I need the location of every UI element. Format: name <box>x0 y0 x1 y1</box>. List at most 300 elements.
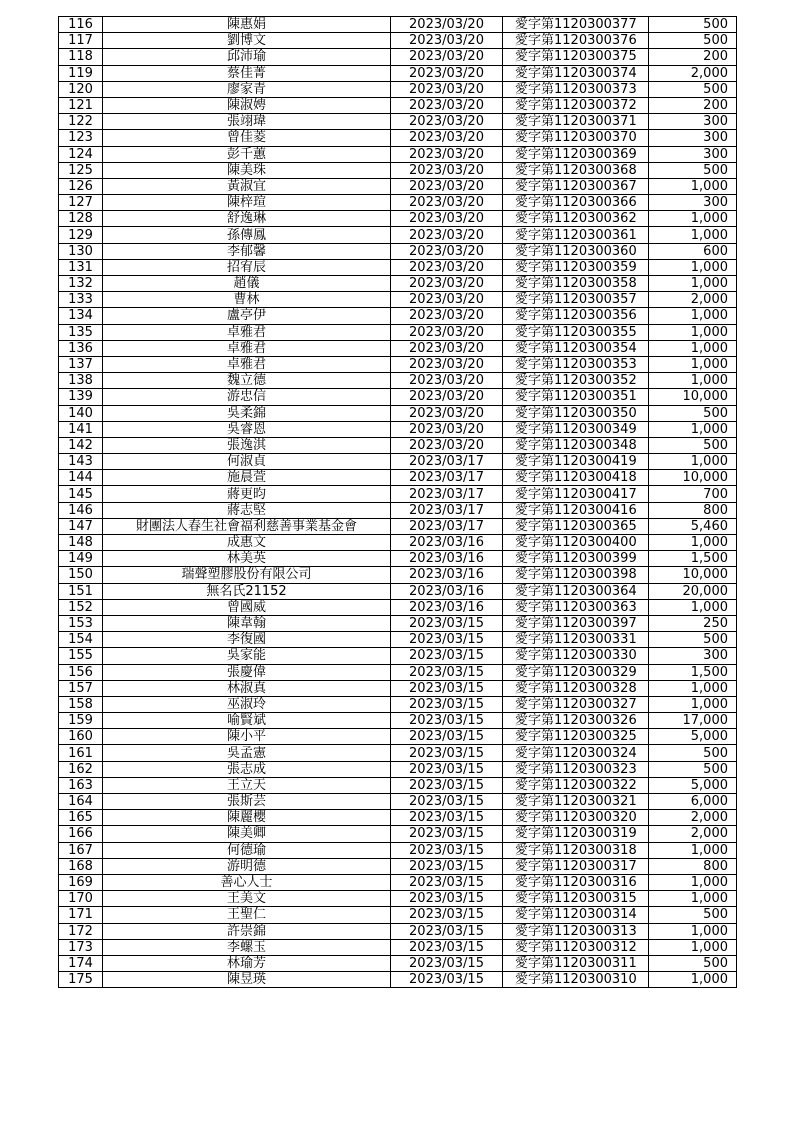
table-row <box>59 146 737 162</box>
table-row <box>59 567 737 583</box>
receipt-number: 愛字第1120300377 <box>503 17 649 33</box>
donation-date: 2023/03/20 <box>391 114 503 130</box>
table-row <box>59 340 737 356</box>
row-number: 139 <box>59 389 103 405</box>
donation-amount: 1,000 <box>649 227 737 243</box>
donation-date: 2023/03/15 <box>391 615 503 631</box>
donor-name: 黃淑宜 <box>103 178 391 194</box>
donor-name: 成惠文 <box>103 535 391 551</box>
donation-date: 2023/03/15 <box>391 891 503 907</box>
donation-amount: 1,000 <box>649 259 737 275</box>
table-row <box>59 632 737 648</box>
receipt-number: 愛字第1120300400 <box>503 535 649 551</box>
row-number: 165 <box>59 810 103 826</box>
donation-date: 2023/03/20 <box>391 178 503 194</box>
donor-name: 陳惠娟 <box>103 17 391 33</box>
donor-name: 喻賢斌 <box>103 713 391 729</box>
table-row <box>59 470 737 486</box>
receipt-number: 愛字第1120300327 <box>503 696 649 712</box>
donation-amount: 500 <box>649 632 737 648</box>
receipt-number: 愛字第1120300358 <box>503 276 649 292</box>
donation-date: 2023/03/20 <box>391 308 503 324</box>
donation-date: 2023/03/20 <box>391 421 503 437</box>
row-number: 147 <box>59 518 103 534</box>
donation-date: 2023/03/20 <box>391 324 503 340</box>
donation-amount: 1,000 <box>649 923 737 939</box>
table-row <box>59 33 737 49</box>
row-number: 117 <box>59 33 103 49</box>
table-row <box>59 648 737 664</box>
row-number: 143 <box>59 454 103 470</box>
donation-amount: 6,000 <box>649 794 737 810</box>
receipt-number: 愛字第1120300362 <box>503 211 649 227</box>
donation-date: 2023/03/20 <box>391 259 503 275</box>
donor-name: 李郁馨 <box>103 243 391 259</box>
receipt-number: 愛字第1120300363 <box>503 599 649 615</box>
receipt-number: 愛字第1120300419 <box>503 454 649 470</box>
donation-date: 2023/03/20 <box>391 130 503 146</box>
row-number: 152 <box>59 599 103 615</box>
donation-amount: 500 <box>649 405 737 421</box>
donor-name: 吳柔錦 <box>103 405 391 421</box>
donation-amount: 1,000 <box>649 454 737 470</box>
donor-name: 李螺玉 <box>103 939 391 955</box>
donor-name: 曹林 <box>103 292 391 308</box>
row-number: 141 <box>59 421 103 437</box>
donor-name: 卓雅君 <box>103 324 391 340</box>
donor-name: 陳淑娉 <box>103 97 391 113</box>
donor-name: 招宥辰 <box>103 259 391 275</box>
donor-name: 瑞聲塑膠股份有限公司 <box>103 567 391 583</box>
row-number: 148 <box>59 535 103 551</box>
donation-amount: 1,500 <box>649 664 737 680</box>
table-row <box>59 761 737 777</box>
donation-amount: 2,000 <box>649 292 737 308</box>
table-row <box>59 17 737 33</box>
receipt-number: 愛字第1120300366 <box>503 195 649 211</box>
row-number: 169 <box>59 874 103 890</box>
donor-name: 陳梓瑄 <box>103 195 391 211</box>
donation-amount: 300 <box>649 114 737 130</box>
donation-amount: 1,000 <box>649 696 737 712</box>
row-number: 162 <box>59 761 103 777</box>
donation-amount: 1,000 <box>649 178 737 194</box>
row-number: 119 <box>59 65 103 81</box>
row-number: 145 <box>59 486 103 502</box>
donor-name: 王聖仁 <box>103 907 391 923</box>
row-number: 154 <box>59 632 103 648</box>
donation-date: 2023/03/17 <box>391 502 503 518</box>
table-row <box>59 518 737 534</box>
donation-date: 2023/03/16 <box>391 583 503 599</box>
donor-name: 張志成 <box>103 761 391 777</box>
donation-date: 2023/03/15 <box>391 745 503 761</box>
row-number: 120 <box>59 81 103 97</box>
donation-date: 2023/03/20 <box>391 146 503 162</box>
row-number: 133 <box>59 292 103 308</box>
row-number: 136 <box>59 340 103 356</box>
donor-name: 吳家能 <box>103 648 391 664</box>
row-number: 134 <box>59 308 103 324</box>
row-number: 164 <box>59 794 103 810</box>
row-number: 163 <box>59 777 103 793</box>
donation-date: 2023/03/15 <box>391 955 503 971</box>
row-number: 131 <box>59 259 103 275</box>
donation-date: 2023/03/20 <box>391 195 503 211</box>
donor-name: 吳孟憲 <box>103 745 391 761</box>
donation-amount: 1,000 <box>649 680 737 696</box>
receipt-number: 愛字第1120300348 <box>503 437 649 453</box>
donation-amount: 300 <box>649 130 737 146</box>
table-row <box>59 696 737 712</box>
row-number: 118 <box>59 49 103 65</box>
donor-name: 林美英 <box>103 551 391 567</box>
donation-amount: 1,000 <box>649 356 737 372</box>
donation-date: 2023/03/15 <box>391 794 503 810</box>
table-row <box>59 680 737 696</box>
receipt-number: 愛字第1120300353 <box>503 356 649 372</box>
row-number: 156 <box>59 664 103 680</box>
receipt-number: 愛字第1120300311 <box>503 955 649 971</box>
table-row <box>59 97 737 113</box>
row-number: 166 <box>59 826 103 842</box>
table-row <box>59 324 737 340</box>
donation-amount: 250 <box>649 615 737 631</box>
donation-date: 2023/03/15 <box>391 664 503 680</box>
donor-name: 魏立德 <box>103 373 391 389</box>
row-number: 125 <box>59 162 103 178</box>
table-row <box>59 972 737 988</box>
table-row <box>59 615 737 631</box>
receipt-number: 愛字第1120300397 <box>503 615 649 631</box>
donation-amount: 1,000 <box>649 891 737 907</box>
donation-date: 2023/03/16 <box>391 535 503 551</box>
donor-name: 巫淑玲 <box>103 696 391 712</box>
donor-name: 何淑貞 <box>103 454 391 470</box>
donation-date: 2023/03/15 <box>391 696 503 712</box>
row-number: 155 <box>59 648 103 664</box>
donor-name: 游忠信 <box>103 389 391 405</box>
receipt-number: 愛字第1120300367 <box>503 178 649 194</box>
receipt-number: 愛字第1120300364 <box>503 583 649 599</box>
donation-amount: 500 <box>649 955 737 971</box>
receipt-number: 愛字第1120300355 <box>503 324 649 340</box>
donor-name: 施晨萱 <box>103 470 391 486</box>
table-row <box>59 405 737 421</box>
donation-date: 2023/03/15 <box>391 858 503 874</box>
donation-amount: 1,000 <box>649 308 737 324</box>
donation-date: 2023/03/15 <box>391 972 503 988</box>
donation-date: 2023/03/20 <box>391 389 503 405</box>
row-number: 135 <box>59 324 103 340</box>
donation-date: 2023/03/20 <box>391 356 503 372</box>
receipt-number: 愛字第1120300399 <box>503 551 649 567</box>
donation-amount: 500 <box>649 761 737 777</box>
table-row <box>59 713 737 729</box>
donation-date: 2023/03/15 <box>391 761 503 777</box>
donation-amount: 10,000 <box>649 470 737 486</box>
row-number: 170 <box>59 891 103 907</box>
row-number: 132 <box>59 276 103 292</box>
table-row <box>59 114 737 130</box>
receipt-number: 愛字第1120300319 <box>503 826 649 842</box>
donor-name: 陳小平 <box>103 729 391 745</box>
receipt-number: 愛字第1120300357 <box>503 292 649 308</box>
donation-date: 2023/03/15 <box>391 907 503 923</box>
donation-date: 2023/03/15 <box>391 939 503 955</box>
donor-name: 張慶偉 <box>103 664 391 680</box>
receipt-number: 愛字第1120300315 <box>503 891 649 907</box>
row-number: 142 <box>59 437 103 453</box>
receipt-number: 愛字第1120300321 <box>503 794 649 810</box>
receipt-number: 愛字第1120300318 <box>503 842 649 858</box>
donation-amount: 300 <box>649 146 737 162</box>
donation-amount: 500 <box>649 17 737 33</box>
donor-name: 張逸淇 <box>103 437 391 453</box>
row-number: 127 <box>59 195 103 211</box>
row-number: 174 <box>59 955 103 971</box>
donation-date: 2023/03/16 <box>391 551 503 567</box>
table-row <box>59 891 737 907</box>
receipt-number: 愛字第1120300326 <box>503 713 649 729</box>
donor-name: 彭千蕙 <box>103 146 391 162</box>
table-row <box>59 826 737 842</box>
donor-name: 卓雅君 <box>103 356 391 372</box>
donor-name: 王立天 <box>103 777 391 793</box>
receipt-number: 愛字第1120300360 <box>503 243 649 259</box>
donation-date: 2023/03/15 <box>391 729 503 745</box>
donation-date: 2023/03/15 <box>391 874 503 890</box>
donation-date: 2023/03/15 <box>391 810 503 826</box>
donation-date: 2023/03/15 <box>391 632 503 648</box>
donor-name: 財團法人春生社會福利慈善事業基金會 <box>103 518 391 534</box>
table-row <box>59 729 737 745</box>
donation-date: 2023/03/17 <box>391 470 503 486</box>
donation-amount: 200 <box>649 49 737 65</box>
table-row <box>59 227 737 243</box>
donor-name: 王美文 <box>103 891 391 907</box>
donor-name: 許崇錦 <box>103 923 391 939</box>
donation-date: 2023/03/15 <box>391 826 503 842</box>
table-row <box>59 874 737 890</box>
row-number: 168 <box>59 858 103 874</box>
receipt-number: 愛字第1120300349 <box>503 421 649 437</box>
row-number: 122 <box>59 114 103 130</box>
donation-amount: 1,000 <box>649 599 737 615</box>
donation-date: 2023/03/15 <box>391 923 503 939</box>
row-number: 144 <box>59 470 103 486</box>
donation-amount: 200 <box>649 97 737 113</box>
donation-date: 2023/03/20 <box>391 81 503 97</box>
donation-date: 2023/03/20 <box>391 373 503 389</box>
row-number: 140 <box>59 405 103 421</box>
receipt-number: 愛字第1120300313 <box>503 923 649 939</box>
donation-amount: 1,000 <box>649 211 737 227</box>
donor-name: 李復國 <box>103 632 391 648</box>
table-row <box>59 65 737 81</box>
donor-name: 何德瑜 <box>103 842 391 858</box>
receipt-number: 愛字第1120300372 <box>503 97 649 113</box>
donation-date: 2023/03/17 <box>391 486 503 502</box>
donation-amount: 1,000 <box>649 939 737 955</box>
row-number: 151 <box>59 583 103 599</box>
donation-date: 2023/03/15 <box>391 680 503 696</box>
receipt-number: 愛字第1120300368 <box>503 162 649 178</box>
row-number: 138 <box>59 373 103 389</box>
receipt-number: 愛字第1120300331 <box>503 632 649 648</box>
receipt-number: 愛字第1120300376 <box>503 33 649 49</box>
table-row <box>59 535 737 551</box>
row-number: 159 <box>59 713 103 729</box>
row-number: 150 <box>59 567 103 583</box>
donor-name: 邱沛瑜 <box>103 49 391 65</box>
table-row <box>59 486 737 502</box>
donation-amount: 1,000 <box>649 373 737 389</box>
receipt-number: 愛字第1120300330 <box>503 648 649 664</box>
row-number: 128 <box>59 211 103 227</box>
row-number: 160 <box>59 729 103 745</box>
row-number: 172 <box>59 923 103 939</box>
table-row <box>59 599 737 615</box>
row-number: 130 <box>59 243 103 259</box>
table-row <box>59 858 737 874</box>
receipt-number: 愛字第1120300398 <box>503 567 649 583</box>
donation-amount: 1,000 <box>649 535 737 551</box>
row-number: 158 <box>59 696 103 712</box>
donation-amount: 17,000 <box>649 713 737 729</box>
table-row <box>59 178 737 194</box>
row-number: 161 <box>59 745 103 761</box>
table-row <box>59 195 737 211</box>
table-row <box>59 583 737 599</box>
donor-name: 張斯芸 <box>103 794 391 810</box>
donation-date: 2023/03/20 <box>391 162 503 178</box>
table-row <box>59 664 737 680</box>
donation-amount: 5,000 <box>649 777 737 793</box>
receipt-number: 愛字第1120300322 <box>503 777 649 793</box>
donor-name: 蔣更昀 <box>103 486 391 502</box>
receipt-number: 愛字第1120300329 <box>503 664 649 680</box>
table-row <box>59 292 737 308</box>
donation-date: 2023/03/20 <box>391 97 503 113</box>
donation-amount: 2,000 <box>649 810 737 826</box>
donation-amount: 1,000 <box>649 421 737 437</box>
donation-date: 2023/03/16 <box>391 599 503 615</box>
table-row <box>59 259 737 275</box>
donor-name: 曾國威 <box>103 599 391 615</box>
donor-name: 無名氏21152 <box>103 583 391 599</box>
receipt-number: 愛字第1120300312 <box>503 939 649 955</box>
receipt-number: 愛字第1120300325 <box>503 729 649 745</box>
receipt-number: 愛字第1120300374 <box>503 65 649 81</box>
row-number: 157 <box>59 680 103 696</box>
donor-name: 趙儀 <box>103 276 391 292</box>
donation-date: 2023/03/20 <box>391 437 503 453</box>
donation-amount: 2,000 <box>649 65 737 81</box>
table-row <box>59 955 737 971</box>
table-row <box>59 162 737 178</box>
table-row <box>59 551 737 567</box>
receipt-number: 愛字第1120300354 <box>503 340 649 356</box>
table-row <box>59 130 737 146</box>
donation-amount: 20,000 <box>649 583 737 599</box>
donor-name: 陳美卿 <box>103 826 391 842</box>
donation-amount: 300 <box>649 195 737 211</box>
receipt-number: 愛字第1120300351 <box>503 389 649 405</box>
donation-amount: 10,000 <box>649 567 737 583</box>
donor-name: 陳美珠 <box>103 162 391 178</box>
donation-date: 2023/03/20 <box>391 340 503 356</box>
donation-amount: 1,000 <box>649 324 737 340</box>
donor-name: 陳麗櫻 <box>103 810 391 826</box>
donation-amount: 500 <box>649 81 737 97</box>
donation-amount: 700 <box>649 486 737 502</box>
row-number: 126 <box>59 178 103 194</box>
donation-date: 2023/03/20 <box>391 17 503 33</box>
receipt-number: 愛字第1120300370 <box>503 130 649 146</box>
donor-name: 舒逸琳 <box>103 211 391 227</box>
donation-amount: 500 <box>649 907 737 923</box>
row-number: 175 <box>59 972 103 988</box>
row-number: 123 <box>59 130 103 146</box>
table-row <box>59 939 737 955</box>
donation-amount: 500 <box>649 745 737 761</box>
donation-date: 2023/03/15 <box>391 842 503 858</box>
donation-amount: 1,000 <box>649 972 737 988</box>
donor-name: 盧亭伊 <box>103 308 391 324</box>
donor-name: 游明德 <box>103 858 391 874</box>
receipt-number: 愛字第1120300418 <box>503 470 649 486</box>
donation-amount: 1,000 <box>649 842 737 858</box>
table-row <box>59 923 737 939</box>
donor-name: 曾佳菱 <box>103 130 391 146</box>
receipt-number: 愛字第1120300324 <box>503 745 649 761</box>
donation-amount: 5,460 <box>649 518 737 534</box>
receipt-number: 愛字第1120300314 <box>503 907 649 923</box>
donation-date: 2023/03/15 <box>391 648 503 664</box>
table-row <box>59 49 737 65</box>
donor-name: 卓雅君 <box>103 340 391 356</box>
donation-amount: 10,000 <box>649 389 737 405</box>
row-number: 116 <box>59 17 103 33</box>
table-row <box>59 389 737 405</box>
donation-date: 2023/03/20 <box>391 405 503 421</box>
donor-name: 蔡佳菁 <box>103 65 391 81</box>
table-row <box>59 794 737 810</box>
table-row <box>59 907 737 923</box>
receipt-number: 愛字第1120300416 <box>503 502 649 518</box>
row-number: 146 <box>59 502 103 518</box>
receipt-number: 愛字第1120300328 <box>503 680 649 696</box>
donation-date: 2023/03/20 <box>391 49 503 65</box>
table-row <box>59 356 737 372</box>
donation-amount: 5,000 <box>649 729 737 745</box>
receipt-number: 愛字第1120300323 <box>503 761 649 777</box>
donation-date: 2023/03/15 <box>391 777 503 793</box>
donation-table-body <box>59 17 737 988</box>
receipt-number: 愛字第1120300350 <box>503 405 649 421</box>
receipt-number: 愛字第1120300373 <box>503 81 649 97</box>
donation-date: 2023/03/20 <box>391 276 503 292</box>
table-row <box>59 745 737 761</box>
table-row <box>59 421 737 437</box>
receipt-number: 愛字第1120300320 <box>503 810 649 826</box>
row-number: 124 <box>59 146 103 162</box>
table-row <box>59 437 737 453</box>
donor-name: 蔣志堅 <box>103 502 391 518</box>
table-row <box>59 454 737 470</box>
donation-date: 2023/03/20 <box>391 243 503 259</box>
